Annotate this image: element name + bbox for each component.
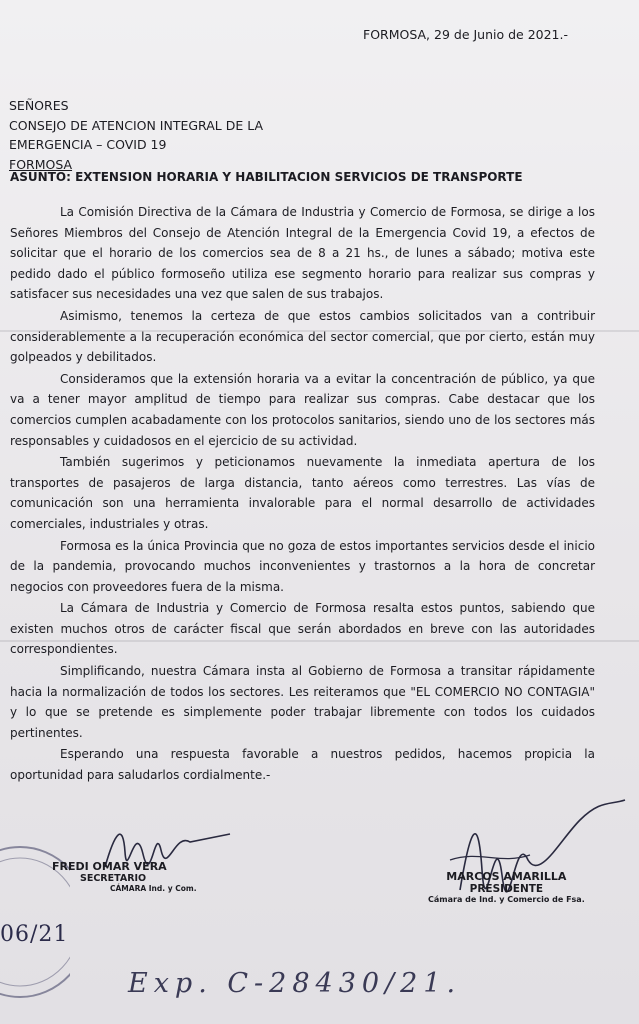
body-paragraph: Consideramos que la extensión horaria va a evitar la concentración de público, ya que va a tener mayor amplitud de tiempo para realizar sus compras. Cabe destacar que los comercios cumplen acabadamente con los protocolos sanitarios, siendo uno de los sectores más responsables y cuidadosos en el ejercicio de su actividad. (10, 371, 595, 448)
subject-line: ASUNTO: EXTENSION HORARIA Y HABILITACION SERVICIOS DE TRANSPORTE (10, 170, 523, 184)
addressee-block (9, 96, 263, 174)
signatory-right-name: MARCOS AMARILLA (446, 870, 567, 883)
stamp-date: 06/21 (0, 922, 69, 947)
signatory-right-role: PRESIDENTE (469, 883, 544, 895)
addressee-line: CONSEJO DE ATENCION INTEGRAL DE LA (9, 117, 264, 133)
body-paragraph: Asimismo, tenemos la certeza de que estos cambios solicitados van a contribuir considerablemente a la recuperación económica del sector comercial, que por cierto, están muy golpeados y debilitados. (10, 308, 595, 365)
body-paragraph: Simplificando, nuestra Cámara insta al Gobierno de Formosa a transitar rápidamente hacia la normalización de todos los sectores. Les reiteramos que "EL COMERCIO NO CONTAGIA" y lo que se pretende es simplemente poder trabajar libremente con todos los cuidados pertinentes. (10, 664, 595, 740)
body-paragraph: También sugerimos y peticionamos nuevamente la inmediata apertura de los transportes de pasajeros de larga distancia, tanto aéreos como terrestres. Las vías de comunicación son una herramienta invalorable para el normal desarrollo de actividades comerciales, industriales y otras. (10, 455, 595, 531)
body-paragraph: Formosa es la única Provincia que no goza de estos importantes servicios desde el inicio de la pandemia, provocando muchos inconvenientes y trastornos a la hora de concretar negocios con proveedores fuera de la misma. (10, 538, 595, 594)
signatory-left-role: SECRETARIO (80, 873, 147, 884)
body-paragraph: La Cámara de Industria y Comercio de Formosa resalta estos puntos, sabiendo que existen muchos otros de carácter fiscal que serán abordados en breve con las autoridades correspondientes. (10, 601, 595, 657)
body-paragraph: Esperando una respuesta favorable a nuestros pedidos, hacemos propicia la oportunidad para saludarlos cordialmente.- (10, 747, 595, 783)
date-line: FORMOSA, 29 de Junio de 2021.- (363, 27, 568, 42)
signatory-right-org: Cámara de Ind. y Comercio de Fsa. (428, 895, 585, 904)
addressee-line: FORMOSA (9, 156, 73, 172)
signatory-left (52, 860, 197, 893)
signatory-right (428, 870, 585, 904)
body-paragraph: La Comisión Directiva de la Cámara de Industria y Comercio de Formosa, se dirige a los Señores Miembros del Consejo de Atención Integral de la Emergencia Covid 19, a efectos de solicitar que el horario de los comercios sea de 8 a 21 hs., de lunes a sábado; motiva este pedido dado el público formoseño utiliza ese segmento horario para realizar sus compras y satisfacer sus necesidades una vez que salen de sus trabajos. (10, 205, 595, 302)
expediente-number: Exp. C-28430/21. (128, 968, 462, 999)
letter-body (10, 202, 595, 787)
addressee-line: SEÑORES (9, 98, 69, 113)
signatory-left-name: FREDI OMAR VERA (52, 860, 167, 873)
addressee-line: EMERGENCIA – COVID 19 (9, 137, 167, 152)
signatory-left-org: CÁMARA Ind. y Com. (110, 884, 197, 893)
